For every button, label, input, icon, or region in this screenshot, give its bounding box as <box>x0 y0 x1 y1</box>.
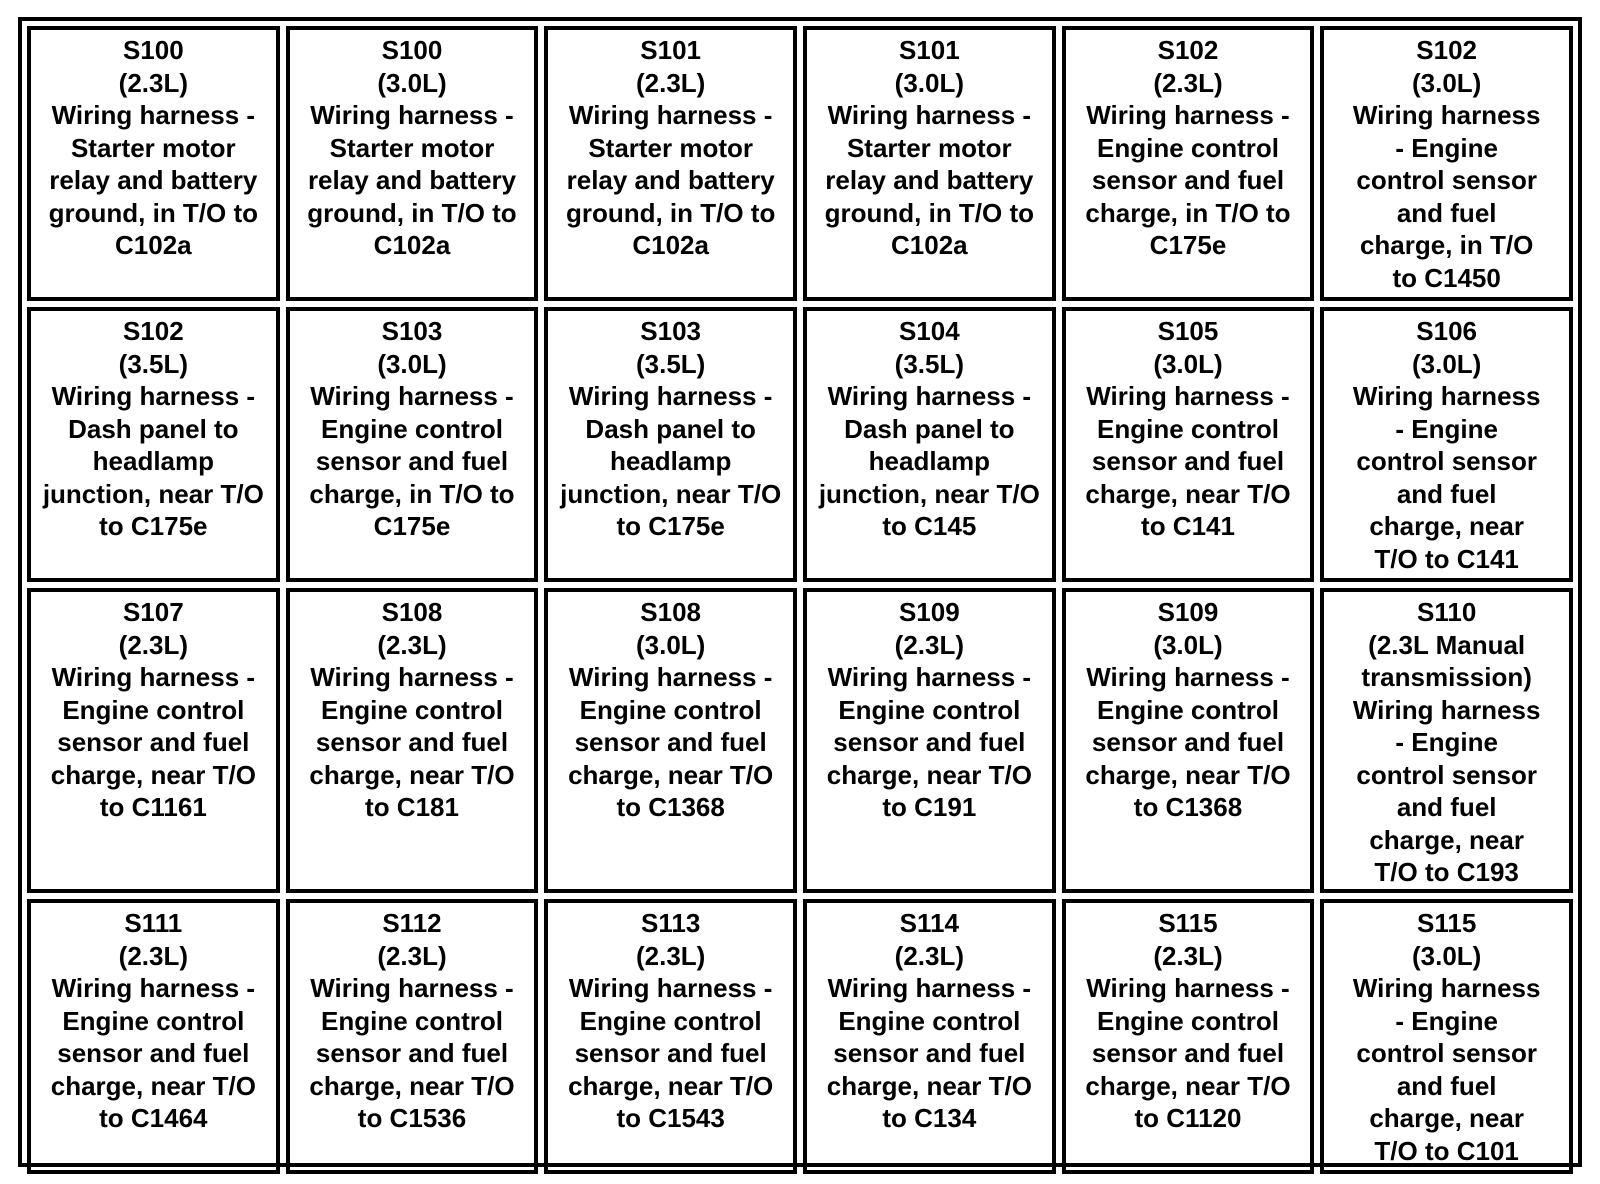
splice-cell <box>27 307 280 582</box>
splice-description-line: Wiring harness - <box>1086 100 1290 130</box>
splice-cell <box>27 26 280 301</box>
splice-description-line: - Engine <box>1395 132 1498 163</box>
splice-description-line: Wiring harness <box>1352 973 1541 1003</box>
splice-description-line: headlamp <box>868 446 991 476</box>
splice-description-line: Wiring harness <box>1352 694 1541 725</box>
splice-cell <box>544 588 797 893</box>
splice-description-line: C175e <box>1149 230 1227 260</box>
splice-description-line: relay and battery <box>307 165 517 195</box>
splice-description-line: Engine control <box>1096 132 1279 163</box>
splice-description-line: sensor and fuel <box>1091 165 1285 195</box>
splice-description-line: T/O to C141 <box>1374 543 1519 574</box>
splice-description-line: T/O to C101 <box>1374 1135 1519 1166</box>
splice-engine: (3.5L) <box>894 348 964 379</box>
splice-description-line: charge, in T/O to <box>1085 197 1291 228</box>
splice-cell <box>286 899 539 1174</box>
splice-description-line: to C145 <box>882 511 977 541</box>
splice-description-line: control sensor <box>1356 165 1537 195</box>
splice-description-line: and fuel <box>1396 1070 1497 1101</box>
splice-description-line: ground, in T/O to <box>565 197 776 228</box>
splice-description-line: Wiring harness <box>1352 381 1541 411</box>
splice-description-line: headlamp <box>609 446 732 476</box>
splice-id: S102 <box>1157 35 1219 65</box>
splice-description-line: Wiring harness - <box>827 100 1032 130</box>
splice-engine: (2.3L) <box>118 629 188 660</box>
splice-description-line: sensor and fuel <box>1091 727 1285 757</box>
splice-engine: (3.5L) <box>635 348 706 379</box>
splice-engine: (3.0L) <box>1411 940 1482 971</box>
splice-description-line: to C1536 <box>357 1103 467 1133</box>
splice-description-line: charge, near T/O <box>826 1070 1032 1101</box>
splice-description-line: Starter motor <box>846 132 1012 163</box>
splice-description-line: charge, near T/O <box>1085 1070 1291 1101</box>
splice-id: S102 <box>122 316 184 346</box>
splice-description-line: Engine control <box>1096 694 1279 725</box>
splice-engine: (3.0L) <box>1153 629 1223 660</box>
splice-description-line: to C1450 <box>1392 262 1501 293</box>
splice-engine: (2.3L) <box>1153 940 1223 971</box>
splice-table <box>18 17 1582 1167</box>
splice-description-line: and fuel <box>1396 792 1497 822</box>
splice-description-line: C175e <box>373 511 451 541</box>
splice-id: S109 <box>1157 597 1219 627</box>
splice-cell <box>1320 26 1573 301</box>
splice-description-line: charge, near T/O <box>1085 759 1291 790</box>
splice-id: S108 <box>640 597 702 627</box>
splice-id: S101 <box>898 35 960 65</box>
splice-engine: (3.0L) <box>635 629 706 660</box>
splice-description-line: Dash panel to <box>585 413 756 444</box>
splice-description-line: to C191 <box>882 792 977 822</box>
splice-id: S113 <box>641 908 701 938</box>
splice-cell <box>803 26 1056 301</box>
splice-engine: (2.3L Manual <box>1368 629 1526 660</box>
splice-description-line: relay and battery <box>566 165 775 195</box>
splice-description-line: charge, near <box>1369 511 1524 541</box>
splice-description-line: junction, near T/O <box>560 478 782 509</box>
splice-engine: (2.3L) <box>635 67 706 98</box>
splice-engine: (2.3L) <box>377 629 447 660</box>
splice-description-line: charge, in T/O to <box>309 478 515 509</box>
splice-description-line: sensor and fuel <box>315 446 509 476</box>
splice-description-line: Engine control <box>320 413 503 444</box>
splice-engine: (3.0L) <box>377 348 447 379</box>
splice-description-line: to C1464 <box>99 1103 208 1133</box>
splice-id: S109 <box>898 597 960 627</box>
splice-description-line: relay and battery <box>825 165 1034 195</box>
splice-description-line: sensor and fuel <box>574 1038 767 1068</box>
splice-description-line: charge, near <box>1369 1103 1524 1133</box>
splice-engine: (2.3L) <box>118 67 188 98</box>
splice-description-line: headlamp <box>92 446 215 476</box>
splice-description-line: ground, in T/O to <box>307 197 517 228</box>
splice-description-line: and fuel <box>1396 478 1497 509</box>
splice-id: S115 <box>1158 908 1218 938</box>
splice-engine: (2.3L) <box>377 940 447 971</box>
splice-description-line: Engine control <box>838 694 1021 725</box>
splice-description-line: Wiring harness - <box>1086 662 1290 692</box>
splice-id: S100 <box>122 35 184 65</box>
splice-description-line: C102a <box>891 230 968 260</box>
splice-cell <box>1320 307 1573 582</box>
splice-description-line: Wiring harness - <box>827 381 1032 411</box>
splice-description-line: charge, near <box>1369 824 1524 855</box>
splice-description-line: Engine control <box>62 694 245 725</box>
splice-description-line: - Engine <box>1395 1005 1498 1036</box>
splice-description-line: Wiring harness - <box>827 973 1032 1003</box>
splice-id: S103 <box>381 316 443 346</box>
splice-description-line: sensor and fuel <box>315 727 509 757</box>
splice-description-line: charge, near T/O <box>826 759 1032 790</box>
splice-cell <box>803 899 1056 1174</box>
splice-description-line: sensor and fuel <box>574 727 767 757</box>
splice-description-line: Wiring harness - <box>51 381 256 411</box>
splice-description-line: charge, near T/O <box>568 759 774 790</box>
splice-description-line: sensor and fuel <box>833 1038 1026 1068</box>
splice-description-line: Wiring harness - <box>1086 973 1290 1003</box>
splice-engine: (2.3L) <box>894 940 964 971</box>
splice-description-line: Wiring harness - <box>568 100 773 130</box>
splice-description-line: transmission) <box>1361 662 1532 692</box>
splice-description-line: to C1368 <box>1133 792 1243 822</box>
splice-description-line: Starter motor <box>70 132 236 163</box>
splice-description-line: relay and battery <box>49 165 258 195</box>
splice-description-line: Wiring harness - <box>568 662 773 692</box>
splice-description-line: Dash panel to <box>844 413 1015 444</box>
splice-description-line: - Engine <box>1395 413 1498 444</box>
splice-description-line: - Engine <box>1395 727 1498 757</box>
splice-engine: (3.0L) <box>1411 67 1482 98</box>
splice-cell <box>286 588 539 893</box>
splice-description-line: Wiring harness - <box>827 662 1032 692</box>
splice-description-line: to C1543 <box>616 1103 725 1133</box>
splice-description-line: Wiring harness - <box>568 973 773 1003</box>
splice-description-line: sensor and fuel <box>57 727 250 757</box>
splice-id: S114 <box>899 908 959 938</box>
splice-description-line: to C181 <box>365 792 459 822</box>
splice-cell <box>544 307 797 582</box>
splice-description-line: charge, near T/O <box>50 1070 256 1101</box>
splice-description-line: charge, near T/O <box>309 759 515 790</box>
splice-id: S111 <box>124 908 183 938</box>
splice-description-line: sensor and fuel <box>57 1038 250 1068</box>
splice-id: S105 <box>1157 316 1219 346</box>
splice-description-line: sensor and fuel <box>1091 446 1285 476</box>
splice-description-line: Engine control <box>1096 413 1279 444</box>
splice-description-line: ground, in T/O to <box>824 197 1035 228</box>
splice-cell <box>286 307 539 582</box>
splice-description-line: Engine control <box>1096 1005 1279 1036</box>
splice-engine: (3.0L) <box>1411 348 1482 379</box>
splice-description-line: Wiring harness - <box>568 381 773 411</box>
splice-description-line: junction, near T/O <box>818 478 1040 509</box>
splice-engine: (2.3L) <box>894 629 964 660</box>
splice-description-line: Wiring harness - <box>51 100 256 130</box>
splice-description-line: to C1368 <box>616 792 725 822</box>
splice-engine: (2.3L) <box>118 940 188 971</box>
splice-engine: (3.5L) <box>118 348 188 379</box>
splice-cell <box>1062 899 1315 1174</box>
splice-description-line: sensor and fuel <box>1091 1038 1285 1068</box>
splice-description-line: to C141 <box>1141 511 1235 541</box>
splice-cell <box>803 307 1056 582</box>
splice-description-line: Engine control <box>62 1005 245 1036</box>
splice-description-line: Starter motor <box>588 132 754 163</box>
splice-description-line: Wiring harness - <box>51 973 256 1003</box>
splice-description-line: control sensor <box>1356 759 1537 790</box>
splice-id: S101 <box>640 35 702 65</box>
splice-description-line: C102a <box>632 230 709 260</box>
splice-cell <box>1062 26 1315 301</box>
splice-description-line: control sensor <box>1356 1038 1537 1068</box>
splice-cell <box>544 26 797 301</box>
splice-id: S110 <box>1417 597 1477 627</box>
splice-description-line: charge, near T/O <box>50 759 256 790</box>
splice-cell <box>27 899 280 1174</box>
splice-description-line: to C175e <box>616 511 725 541</box>
splice-id: S106 <box>1416 316 1478 346</box>
splice-description-line: Engine control <box>320 694 503 725</box>
splice-description-line: sensor and fuel <box>315 1038 509 1068</box>
splice-description-line: and fuel <box>1396 197 1497 228</box>
splice-description-line: Wiring harness - <box>1086 381 1290 411</box>
splice-description-line: T/O to C193 <box>1374 857 1519 887</box>
splice-description-line: Wiring harness - <box>310 973 514 1003</box>
splice-cell <box>803 588 1056 893</box>
splice-description-line: charge, near T/O <box>309 1070 515 1101</box>
splice-description-line: Wiring harness - <box>310 381 514 411</box>
splice-description-line: Wiring harness - <box>310 100 514 130</box>
splice-description-line: charge, in T/O <box>1359 230 1534 260</box>
splice-description-line: Wiring harness - <box>310 662 514 692</box>
splice-description-line: charge, near T/O <box>568 1070 774 1101</box>
splice-description-line: Wiring harness <box>1352 100 1541 130</box>
splice-description-line: ground, in T/O to <box>48 197 259 228</box>
splice-description-line: Engine control <box>579 694 762 725</box>
splice-engine: (2.3L) <box>1153 67 1223 98</box>
splice-cell <box>1320 899 1573 1174</box>
splice-cell <box>544 899 797 1174</box>
splice-engine: (3.0L) <box>1153 348 1223 379</box>
splice-description-line: to C1120 <box>1134 1103 1242 1133</box>
splice-id: S112 <box>382 908 442 938</box>
splice-id: S100 <box>381 35 443 65</box>
splice-id: S108 <box>381 597 443 627</box>
splice-id: S103 <box>640 316 702 346</box>
splice-description-line: to C175e <box>99 511 208 541</box>
splice-description-line: Wiring harness - <box>51 662 256 692</box>
splice-id: S107 <box>122 597 184 627</box>
splice-description-line: C102a <box>373 230 451 260</box>
splice-description-line: sensor and fuel <box>833 727 1026 757</box>
splice-description-line: charge, near T/O <box>1085 478 1291 509</box>
splice-id: S102 <box>1416 35 1478 65</box>
splice-description-line: Engine control <box>838 1005 1021 1036</box>
splice-cell <box>286 26 539 301</box>
splice-cell <box>1320 588 1573 893</box>
splice-description-line: junction, near T/O <box>42 478 264 509</box>
splice-description-line: control sensor <box>1356 446 1537 476</box>
splice-id: S115 <box>1417 908 1477 938</box>
splice-description-line: Dash panel to <box>68 413 239 444</box>
splice-description-line: Starter motor <box>329 132 495 163</box>
splice-engine: (2.3L) <box>635 940 706 971</box>
splice-engine: (3.0L) <box>377 67 447 98</box>
splice-engine: (3.0L) <box>894 67 964 98</box>
splice-description-line: to C1161 <box>99 792 207 822</box>
splice-cell <box>27 588 280 893</box>
splice-cell <box>1062 307 1315 582</box>
splice-description-line: C102a <box>115 230 192 260</box>
splice-description-line: Engine control <box>579 1005 762 1036</box>
splice-id: S104 <box>898 316 960 346</box>
splice-description-line: Engine control <box>320 1005 503 1036</box>
splice-description-line: to C134 <box>882 1103 977 1133</box>
splice-cell <box>1062 588 1315 893</box>
